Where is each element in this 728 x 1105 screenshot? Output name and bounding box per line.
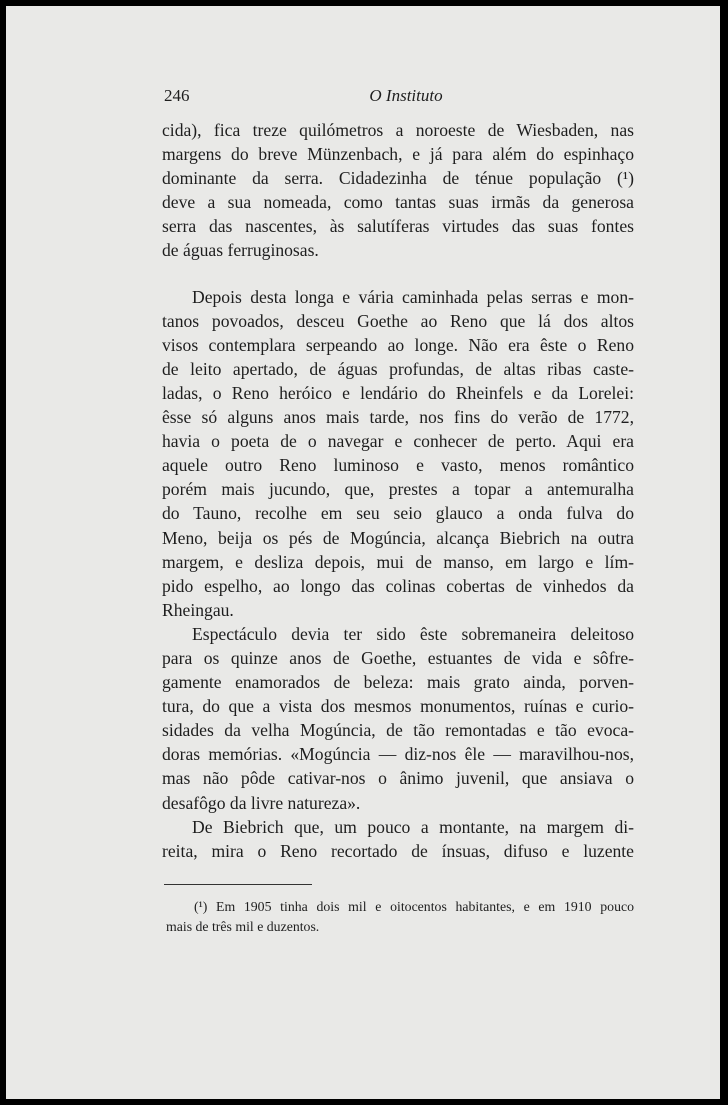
running-title: O Instituto — [369, 86, 443, 105]
text-line: Meno, beija os pés de Mogúncia, alcança Biebrich na outra — [162, 527, 634, 548]
text-line: tanos povoados, desceu Goethe ao Reno que lá dos altos — [162, 310, 634, 331]
footnote-rule — [164, 884, 312, 885]
book-page — [6, 6, 720, 1099]
paragraph — [162, 118, 634, 263]
page-number: 246 — [164, 86, 190, 105]
text-line: deve a sua nomeada, como tantas suas irmãs da generosa — [162, 192, 634, 213]
text-line: visos contemplara serpeando ao longe. Não era êste o Reno — [162, 334, 634, 355]
text-line: êsse só alguns anos mais tarde, nos fins do verão de 1772, — [162, 407, 634, 428]
paragraph-gap — [162, 263, 634, 285]
text-line: para os quinze anos de Goethe, estuantes de vida e sôfre- — [162, 647, 634, 668]
paragraph — [162, 622, 634, 815]
text-line: reita, mira o Reno recortado de ínsuas, difuso e luzente — [162, 840, 634, 861]
footnote-line: (¹) Em 1905 tinha dois mil e oitocentos habitantes, e em 1910 pouco — [194, 899, 634, 914]
text-line: tura, do que a vista dos mesmos monumentos, ruínas e curio- — [162, 696, 634, 717]
paragraph — [162, 815, 634, 863]
text-line: pido espelho, ao longo das colinas cobertas de vinhedos da — [162, 575, 634, 596]
text-line: dominante da serra. Cidadezinha de ténue população (¹) — [162, 168, 634, 189]
text-line: sidades da velha Mogúncia, de tão remontadas e tão evoca- — [162, 720, 634, 741]
text-line: Espectáculo devia ter sido êste sobremaneira deleitoso — [192, 623, 634, 644]
text-line: margem, e desliza depois, mui de manso, em largo e lím- — [162, 551, 634, 572]
text-line: de leito apertado, de águas profundas, de altas ribas caste- — [162, 358, 634, 379]
text-line: gamente enamorados de beleza: mais grato ainda, porven- — [162, 672, 634, 693]
paragraph — [162, 285, 634, 622]
text-line: serra das nascentes, às salutíferas virtudes das suas fontes — [162, 216, 634, 237]
text-line: aquele outro Reno luminoso e vasto, menos romântico — [162, 455, 634, 476]
text-line: havia o poeta de o navegar e conhecer de perto. Aqui era — [162, 431, 634, 452]
text-line: De Biebrich que, um pouco a montante, na margem di- — [192, 816, 634, 837]
text-line: de águas ferruginosas. — [162, 240, 319, 261]
running-header — [158, 86, 634, 110]
text-line: doras memórias. «Mogúncia — diz-nos êle — maravilhou-nos, — [162, 744, 634, 765]
text-line: do Tauno, recolhe em seu seio glauco a onda fulva do — [162, 503, 634, 524]
text-line: porém mais jucundo, que, prestes a topar a antemuralha — [162, 479, 634, 500]
text-line: ladas, o Reno heróico e lendário do Rheinfels e da Lorelei: — [162, 382, 634, 403]
text-line: Rheingau. — [162, 599, 234, 620]
body-text — [162, 118, 634, 863]
footnote — [166, 897, 634, 937]
text-line: cida), fica treze quilómetros a noroeste de Wiesbaden, nas — [162, 120, 634, 140]
footnote-line: mais de três mil e duzentos. — [166, 919, 320, 934]
text-line: mas não pôde cativar-nos o ânimo juvenil, que ansiava o — [162, 768, 634, 789]
text-line: margens do breve Münzenbach, e já para além do espinhaço — [162, 144, 634, 165]
text-line: Depois desta longa e vária caminhada pelas serras e mon- — [192, 286, 634, 307]
text-line: desafôgo da livre natureza». — [162, 792, 361, 813]
